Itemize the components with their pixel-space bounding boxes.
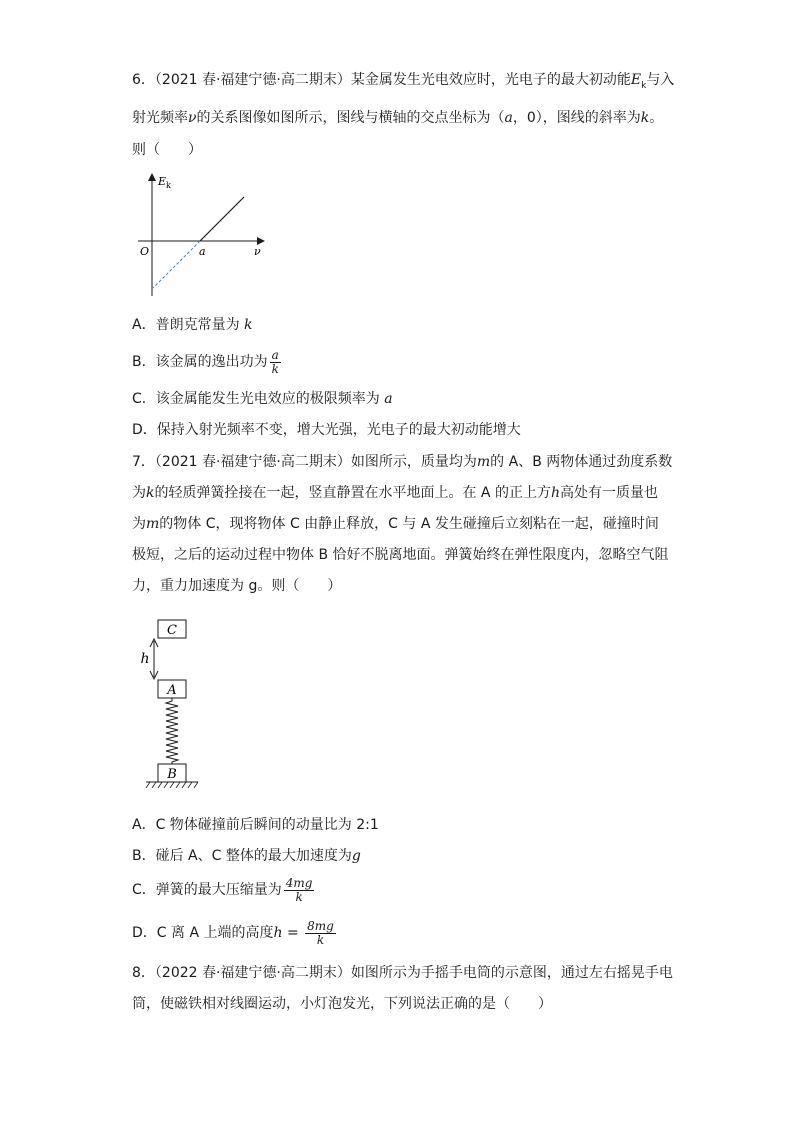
q6-option-c xyxy=(132,389,393,409)
q6-text: 射光频率 xyxy=(132,110,188,126)
q7-line-5: 力，重力加速度为 g。则（ ） xyxy=(132,578,342,594)
option-text: A．普朗克常量为 xyxy=(132,317,245,333)
graph-dashed-extension xyxy=(153,241,200,288)
q7-line-4: 极短，之后的运动过程中物体 B 恰好不脱离地面。弹簧始终在弹性限度内，忽略空气阻 xyxy=(132,547,669,563)
option-text: B．该金属的逸出功为 xyxy=(132,354,268,370)
q7-text: 的轻质弹簧拴接在一起，竖直静置在水平地面上。在 A 的正上方 xyxy=(154,485,551,501)
q7-option-d xyxy=(132,918,338,948)
q6-line-2 xyxy=(132,108,663,128)
q7-option-a: A．C 物体碰撞前后瞬间的动量比为 2:1 xyxy=(132,817,379,833)
denominator: k xyxy=(271,361,279,376)
denominator: k xyxy=(295,889,303,904)
option-text: D．C 离 A 上端的高度 xyxy=(132,925,274,941)
intercept-label: a xyxy=(199,245,206,258)
spring xyxy=(166,698,178,764)
q7-text: 高处有一质量也 xyxy=(560,485,658,501)
block-c-label: C xyxy=(167,623,177,638)
q6-line-1 xyxy=(132,70,674,96)
ek-symbol: E xyxy=(630,72,642,88)
denominator: k xyxy=(316,932,325,947)
option-text: B．碰后 A、C 整体的最大加速度为 xyxy=(132,848,352,864)
option-text: C．该金属能发生光电效应的极限频率为 xyxy=(132,391,385,407)
k-symbol: k xyxy=(640,110,650,126)
q6-text: 。 xyxy=(649,110,664,126)
q6-option-a xyxy=(132,315,253,335)
fraction-4mg-over-k xyxy=(284,877,315,904)
x-axis-label: ν xyxy=(254,245,261,258)
k-symbol: k xyxy=(244,317,253,333)
q7-text: 的物体 C，现将物体 C 由静止释放，C 与 A 发生碰撞后立刻粘在一起，碰撞时间 xyxy=(159,516,659,532)
numerator: 8mg xyxy=(307,918,334,933)
nu-symbol: ν xyxy=(188,110,197,126)
height-label: h xyxy=(140,651,150,667)
q7-line-1 xyxy=(132,452,672,472)
numerator: 4mg xyxy=(285,875,313,890)
graph-solid-line xyxy=(200,197,244,241)
q7-text: 的 A、B 两物体通过劲度系数 xyxy=(490,454,673,470)
equals-sign: = xyxy=(282,925,304,941)
block-b-label: B xyxy=(167,767,177,782)
numerator: a xyxy=(270,349,281,363)
g-symbol: g xyxy=(351,848,361,864)
h-symbol: h xyxy=(550,485,560,501)
q6-option-b xyxy=(132,347,283,377)
fraction-a-over-k xyxy=(270,349,281,376)
m-symbol: m xyxy=(146,516,160,532)
h-symbol: h xyxy=(273,925,283,941)
q6-text: 6．（2021 春·福建宁德·高二期末）某金属发生光电效应时，光电子的最大初动能 xyxy=(132,72,631,88)
y-axis-label: $E_k$ xyxy=(158,175,171,190)
q6-option-d: D．保持入射光频率不变，增大光强，光电子的最大初动能增大 xyxy=(132,422,521,438)
block-a-label: A xyxy=(167,683,177,698)
q6-line-3: 则（ ） xyxy=(132,142,202,158)
q7-option-c xyxy=(132,875,316,905)
m-symbol: m xyxy=(476,454,491,470)
q7-text: 7．（2021 春·福建宁德·高二期末）如图所示，质量均为 xyxy=(132,454,477,470)
q6-text: ，0），图线的斜率为 xyxy=(512,110,641,126)
q8-line-2: 筒，使磁铁相对线圈运动，小灯泡发光，下列说法正确的是（ ） xyxy=(132,996,552,1012)
ek-subscript: k xyxy=(641,80,647,91)
k-symbol: k xyxy=(146,485,155,501)
q6-text: 与入 xyxy=(646,72,675,88)
q7-option-b xyxy=(132,846,361,866)
q6-text: 的关系图像如图所示，图线与横轴的交点坐标为（ xyxy=(196,110,505,126)
q6-ek-graph xyxy=(132,168,272,303)
a-symbol: a xyxy=(384,391,393,407)
q7-text: 为 xyxy=(132,516,146,532)
q7-spring-figure xyxy=(138,615,208,795)
option-text: C．弹簧的最大压缩量为 xyxy=(132,882,282,898)
q8-line-1: 8．（2022 春·福建宁德·高二期末）如图所示为手摇手电筒的示意图，通过左右摇晃手电 xyxy=(132,965,673,981)
origin-label: O xyxy=(140,245,150,258)
fraction-8mg-over-k xyxy=(305,920,336,947)
a-symbol: a xyxy=(504,110,513,126)
q7-line-3 xyxy=(132,514,659,534)
q7-text: 为 xyxy=(132,485,146,501)
ground-hatching xyxy=(146,782,198,788)
q7-line-2 xyxy=(132,483,658,503)
